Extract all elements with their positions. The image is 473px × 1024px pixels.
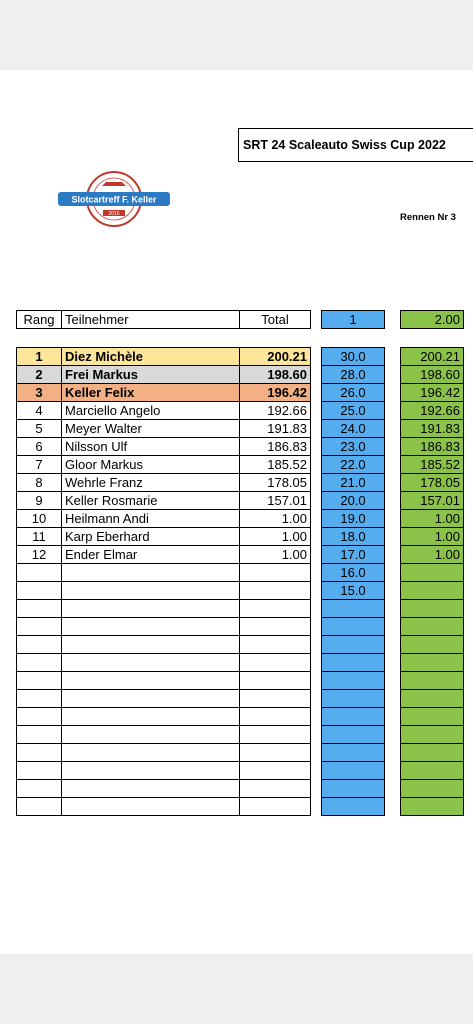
participant-name xyxy=(62,780,240,798)
sum-points xyxy=(401,600,464,618)
table-row xyxy=(17,744,311,762)
race-points xyxy=(322,780,385,798)
participant-name: Diez Michèle xyxy=(62,348,240,366)
sum-points xyxy=(401,564,464,582)
total-points: 1.00 xyxy=(240,528,311,546)
race-row xyxy=(322,474,385,492)
race-points: 15.0 xyxy=(322,582,385,600)
race-points: 21.0 xyxy=(322,474,385,492)
race-points xyxy=(322,744,385,762)
participant-name: Marciello Angelo xyxy=(62,402,240,420)
sum-row xyxy=(401,690,464,708)
rank-cell: 9 xyxy=(17,492,62,510)
sum-row xyxy=(401,456,464,474)
logo-year-text: 2016 xyxy=(108,211,120,217)
rank-cell xyxy=(17,654,62,672)
sum-row xyxy=(401,492,464,510)
total-points: 191.83 xyxy=(240,420,311,438)
participant-name: Frei Markus xyxy=(62,366,240,384)
race-points xyxy=(322,798,385,816)
total-points: 200.21 xyxy=(240,348,311,366)
race-row xyxy=(322,636,385,654)
race-column-header xyxy=(321,310,385,329)
race-row xyxy=(322,654,385,672)
total-points: 157.01 xyxy=(240,492,311,510)
total-points: 192.66 xyxy=(240,402,311,420)
sum-points: 191.83 xyxy=(401,420,464,438)
sum-points: 1.00 xyxy=(401,528,464,546)
sum-row xyxy=(401,474,464,492)
sum-points: 192.66 xyxy=(401,402,464,420)
table-row xyxy=(17,546,311,564)
table-row xyxy=(17,780,311,798)
race-points xyxy=(322,636,385,654)
standings-header xyxy=(16,310,311,329)
race-points xyxy=(322,708,385,726)
race-points xyxy=(322,654,385,672)
rank-cell xyxy=(17,762,62,780)
table-row xyxy=(17,492,311,510)
sum-row xyxy=(401,438,464,456)
table-row xyxy=(17,726,311,744)
total-points xyxy=(240,690,311,708)
sum-points xyxy=(401,690,464,708)
rank-cell: 1 xyxy=(17,348,62,366)
total-points xyxy=(240,654,311,672)
total-points xyxy=(240,708,311,726)
sum-row xyxy=(401,672,464,690)
total-points xyxy=(240,672,311,690)
rank-cell: 10 xyxy=(17,510,62,528)
table-row xyxy=(17,438,311,456)
race-points: 26.0 xyxy=(322,384,385,402)
total-points xyxy=(240,762,311,780)
sum-row xyxy=(401,618,464,636)
participant-name: Ender Elmar xyxy=(62,546,240,564)
race-row xyxy=(322,762,385,780)
sum-row xyxy=(401,654,464,672)
rank-cell xyxy=(17,744,62,762)
participant-name: Keller Rosmarie xyxy=(62,492,240,510)
race-row xyxy=(322,798,385,816)
table-row xyxy=(17,690,311,708)
table-row xyxy=(17,456,311,474)
race-points: 16.0 xyxy=(322,564,385,582)
sum-points xyxy=(401,762,464,780)
slotcartreff-logo xyxy=(58,170,170,228)
race-points xyxy=(322,600,385,618)
table-row xyxy=(17,654,311,672)
race-row xyxy=(322,690,385,708)
sum-column-header xyxy=(400,310,464,329)
race-points: 24.0 xyxy=(322,420,385,438)
race-row xyxy=(322,600,385,618)
rank-cell xyxy=(17,636,62,654)
race-points: 25.0 xyxy=(322,402,385,420)
race-points: 20.0 xyxy=(322,492,385,510)
participant-name: Karp Eberhard xyxy=(62,528,240,546)
total-points: 1.00 xyxy=(240,546,311,564)
race-row xyxy=(322,744,385,762)
sum-points: 186.83 xyxy=(401,438,464,456)
rank-cell xyxy=(17,672,62,690)
logo-brand-text: Slotcartreff F. Keller xyxy=(71,194,157,205)
header-total: Total xyxy=(240,311,311,329)
sum-points xyxy=(401,780,464,798)
sum-points xyxy=(401,744,464,762)
total-points xyxy=(240,726,311,744)
total-points xyxy=(240,582,311,600)
bottom-margin xyxy=(0,954,473,1024)
sum-row xyxy=(401,348,464,366)
race-row xyxy=(322,708,385,726)
race-row xyxy=(322,456,385,474)
sum-points: 200.21 xyxy=(401,348,464,366)
race-row xyxy=(322,492,385,510)
total-points: 1.00 xyxy=(240,510,311,528)
table-row xyxy=(17,798,311,816)
rank-cell: 5 xyxy=(17,420,62,438)
race-row xyxy=(322,564,385,582)
race-points xyxy=(322,762,385,780)
total-points: 196.42 xyxy=(240,384,311,402)
table-row xyxy=(17,528,311,546)
table-row xyxy=(17,564,311,582)
table-row xyxy=(17,420,311,438)
sum-points xyxy=(401,726,464,744)
sum-table xyxy=(400,347,464,816)
rank-cell: 2 xyxy=(17,366,62,384)
rank-cell: 7 xyxy=(17,456,62,474)
total-points: 186.83 xyxy=(240,438,311,456)
sum-row xyxy=(401,366,464,384)
sum-row xyxy=(401,582,464,600)
participant-name xyxy=(62,672,240,690)
table-row xyxy=(17,708,311,726)
participant-name xyxy=(62,708,240,726)
race-points: 28.0 xyxy=(322,366,385,384)
race-row xyxy=(322,672,385,690)
participant-name xyxy=(62,690,240,708)
participant-name: Nilsson Ulf xyxy=(62,438,240,456)
participant-name xyxy=(62,726,240,744)
table-row xyxy=(17,474,311,492)
sum-points: 178.05 xyxy=(401,474,464,492)
table-row xyxy=(17,672,311,690)
total-points xyxy=(240,564,311,582)
race-points-table xyxy=(321,347,385,816)
sum-row xyxy=(401,420,464,438)
sum-points xyxy=(401,798,464,816)
sum-points: 196.42 xyxy=(401,384,464,402)
rank-cell xyxy=(17,564,62,582)
table-row xyxy=(17,600,311,618)
race-row xyxy=(322,546,385,564)
participant-name xyxy=(62,636,240,654)
sum-points: 157.01 xyxy=(401,492,464,510)
participant-name xyxy=(62,618,240,636)
race-row xyxy=(322,726,385,744)
participant-name: Wehrle Franz xyxy=(62,474,240,492)
race-row xyxy=(322,384,385,402)
total-points: 178.05 xyxy=(240,474,311,492)
sum-points xyxy=(401,618,464,636)
participant-name: Keller Felix xyxy=(62,384,240,402)
sum-row xyxy=(401,402,464,420)
participant-name xyxy=(62,798,240,816)
sum-row xyxy=(401,528,464,546)
sum-points: 1.00 xyxy=(401,510,464,528)
race-row xyxy=(322,618,385,636)
rank-cell xyxy=(17,708,62,726)
sum-row xyxy=(401,726,464,744)
total-points xyxy=(240,780,311,798)
participant-name: Gloor Markus xyxy=(62,456,240,474)
total-points xyxy=(240,636,311,654)
sum-row xyxy=(401,744,464,762)
race-row xyxy=(322,348,385,366)
sum-row xyxy=(401,510,464,528)
sum-points: 198.60 xyxy=(401,366,464,384)
sum-points xyxy=(401,672,464,690)
participant-name xyxy=(62,654,240,672)
rank-cell: 12 xyxy=(17,546,62,564)
table-row xyxy=(17,402,311,420)
race-points: 30.0 xyxy=(322,348,385,366)
sum-row xyxy=(401,762,464,780)
sum-points: 1.00 xyxy=(401,546,464,564)
total-points: 185.52 xyxy=(240,456,311,474)
total-points xyxy=(240,744,311,762)
page-title: SRT 24 Scaleauto Swiss Cup 2022 xyxy=(238,128,473,162)
total-points: 198.60 xyxy=(240,366,311,384)
participant-name xyxy=(62,744,240,762)
rank-cell xyxy=(17,618,62,636)
race-row xyxy=(322,366,385,384)
race-row xyxy=(322,402,385,420)
participant-name: Meyer Walter xyxy=(62,420,240,438)
participant-name: Heilmann Andi xyxy=(62,510,240,528)
rank-cell: 4 xyxy=(17,402,62,420)
sum-points xyxy=(401,636,464,654)
participant-name xyxy=(62,600,240,618)
sum-row xyxy=(401,798,464,816)
table-row xyxy=(17,762,311,780)
race-row xyxy=(322,582,385,600)
sum-row xyxy=(401,600,464,618)
sum-points xyxy=(401,708,464,726)
race-row xyxy=(322,528,385,546)
standings-table xyxy=(16,347,311,816)
table-row xyxy=(17,510,311,528)
race-number-label: Rennen Nr 3 xyxy=(400,212,456,223)
header-rang: Rang xyxy=(17,311,62,329)
rank-cell xyxy=(17,780,62,798)
rank-cell: 8 xyxy=(17,474,62,492)
sum-row xyxy=(401,564,464,582)
race-points xyxy=(322,726,385,744)
race-row xyxy=(322,420,385,438)
sum-row xyxy=(401,708,464,726)
participant-name xyxy=(62,762,240,780)
race-row xyxy=(322,510,385,528)
rank-cell xyxy=(17,582,62,600)
total-points xyxy=(240,798,311,816)
table-row xyxy=(17,582,311,600)
sum-row xyxy=(401,780,464,798)
participant-name xyxy=(62,582,240,600)
table-row xyxy=(17,366,311,384)
race-points xyxy=(322,672,385,690)
sum-row xyxy=(401,636,464,654)
race-points: 19.0 xyxy=(322,510,385,528)
race-row xyxy=(322,438,385,456)
sum-row xyxy=(401,546,464,564)
rank-cell: 6 xyxy=(17,438,62,456)
rank-cell xyxy=(17,690,62,708)
rank-cell: 3 xyxy=(17,384,62,402)
table-row xyxy=(17,348,311,366)
race-points: 17.0 xyxy=(322,546,385,564)
sum-points: 185.52 xyxy=(401,456,464,474)
rank-cell xyxy=(17,600,62,618)
race-points: 22.0 xyxy=(322,456,385,474)
table-row xyxy=(17,636,311,654)
race-points: 18.0 xyxy=(322,528,385,546)
total-points xyxy=(240,618,311,636)
table-row xyxy=(17,618,311,636)
participant-name xyxy=(62,564,240,582)
sum-row xyxy=(401,384,464,402)
rank-cell: 11 xyxy=(17,528,62,546)
sum-points xyxy=(401,654,464,672)
rank-cell xyxy=(17,726,62,744)
rank-cell xyxy=(17,798,62,816)
race-row xyxy=(322,780,385,798)
race-points xyxy=(322,618,385,636)
sum-points xyxy=(401,582,464,600)
table-row xyxy=(17,384,311,402)
header-race-number: 1 xyxy=(322,311,385,329)
race-points xyxy=(322,690,385,708)
header-teilnehmer: Teilnehmer xyxy=(62,311,240,329)
total-points xyxy=(240,600,311,618)
header-sum: 2.00 xyxy=(401,311,464,329)
race-points: 23.0 xyxy=(322,438,385,456)
